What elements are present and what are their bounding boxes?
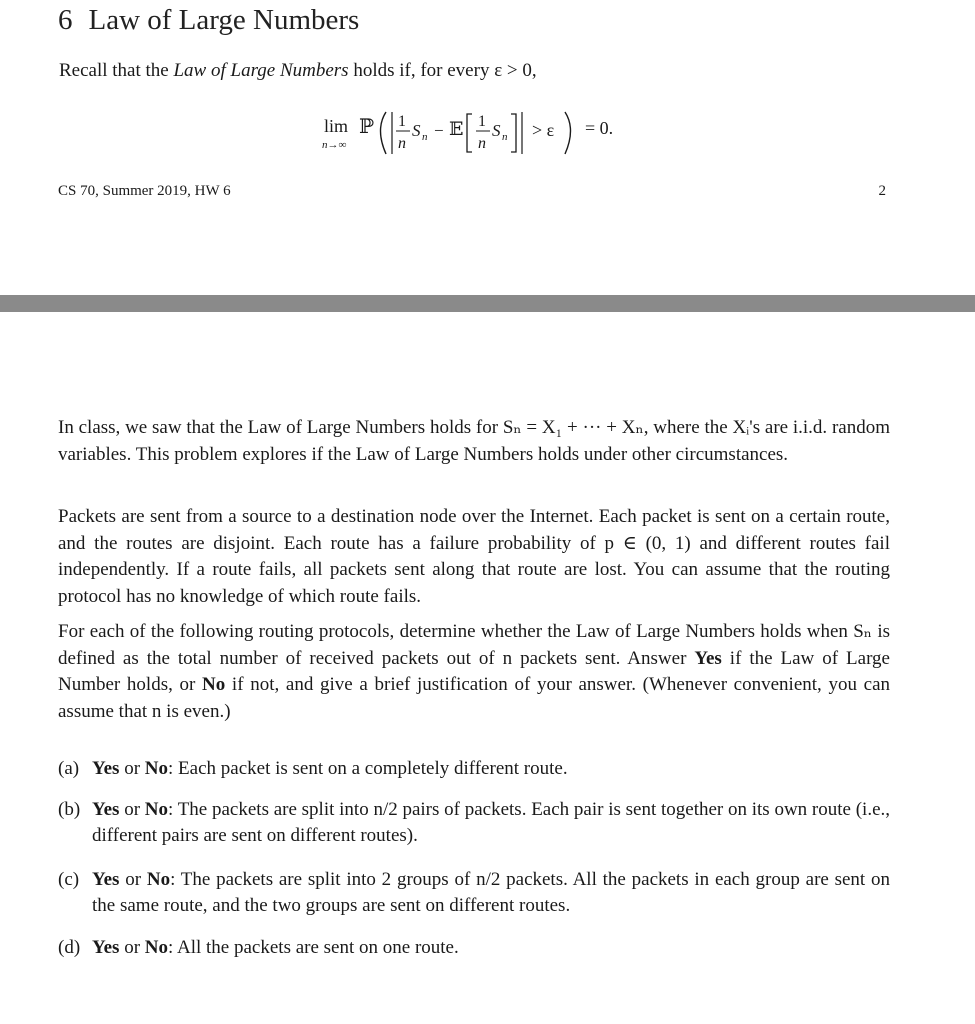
item-text: : All the packets are sent on one route.	[168, 937, 459, 958]
paragraph-packets: Packets are sent from a source to a destination node over the Internet. Each packet is sent on a certain route, and the routes are disjoint. Each route has a failure probability of p ∈ (0, 1) and different routes fail independently. If a route fails, all packets sent along that route are lost. You can assume that the routing protocol has no knowledge of which route fails.	[58, 506, 890, 607]
intro-sentence	[59, 60, 537, 82]
section-title: Law of Large Numbers	[88, 4, 360, 36]
item-text: : The packets are split into 2 groups of n/2 packets. All the packets in each group are sent on the same route, and the two groups are sent on different routes.	[92, 869, 890, 916]
eq-minus: −	[434, 121, 444, 140]
question-item-d	[58, 935, 890, 961]
eq-s1: S	[412, 121, 421, 140]
eq-lim-sub: n→∞	[322, 139, 347, 151]
eq-right-paren	[565, 112, 571, 154]
eq-left-paren	[381, 112, 387, 154]
eq-gt-eps: > ε	[532, 120, 555, 140]
instructions-part-c: if not, and give a brief justification of your answer. (Whenever convenient, you can assume that n is even.)	[58, 674, 890, 722]
item-label: (c)	[58, 869, 80, 890]
instructions-no: No	[202, 674, 226, 695]
item-yes: Yes	[92, 869, 120, 890]
item-or: or	[119, 758, 145, 779]
item-label: (b)	[58, 799, 81, 820]
question-item-a	[58, 756, 890, 782]
item-yes: Yes	[92, 937, 120, 958]
paragraph-intro: In class, we saw that the Law of Large Numbers holds for Sₙ = X₁ + ··· + Xₙ, where the Xᵢ's are i.i.d. random variables. This problem explores if the Law of Large Numbers holds under other circumstances.	[58, 417, 890, 465]
eq-frac2-den: n	[478, 135, 486, 152]
footer-course: CS 70, Summer 2019, HW 6	[58, 183, 231, 199]
item-label: (a)	[58, 758, 80, 779]
intro-pre: Recall that the	[59, 60, 174, 81]
item-or: or	[119, 937, 145, 958]
item-yes: Yes	[92, 758, 120, 779]
section-number: 6	[58, 4, 73, 36]
page-separator	[0, 295, 975, 312]
eq-frac1-den: n	[398, 135, 406, 152]
eq-right-bracket	[511, 114, 516, 152]
item-no: No	[146, 869, 171, 890]
item-no: No	[144, 937, 169, 958]
eq-frac1-num: 1	[398, 113, 406, 130]
paragraph-instructions	[58, 619, 890, 725]
item-label: (d)	[58, 937, 81, 958]
eq-frac2-num: 1	[478, 113, 486, 130]
question-item-c	[58, 867, 890, 919]
item-yes: Yes	[92, 799, 120, 820]
section-heading	[58, 4, 359, 37]
eq-left-bracket	[467, 114, 472, 152]
item-text: : The packets are split into n/2 pairs of packets. Each pair is sent together on its own route (i.e., different pairs are sent on different routes).	[92, 799, 890, 846]
eq-lim: lim	[324, 116, 349, 136]
lln-equation	[322, 98, 642, 160]
footer-page-number: 2	[878, 183, 886, 199]
instructions-part-a: For each of the following routing protocols, determine whether the Law of Large Numbers holds when Sₙ is defined as the total number of received packets out of n packets sent. Answer	[58, 621, 890, 669]
item-or: or	[119, 799, 145, 820]
eq-expect: 𝔼	[449, 119, 464, 140]
intro-emphasis: Law of Large Numbers	[173, 60, 349, 81]
item-or: or	[119, 869, 147, 890]
instructions-part-b: if the Law of Large Number holds, or	[58, 647, 890, 695]
item-no: No	[144, 799, 169, 820]
eq-rhs: = 0.	[585, 118, 614, 138]
question-item-b	[58, 797, 890, 849]
intro-post: holds if, for every ε > 0,	[348, 60, 537, 81]
eq-prob: ℙ	[359, 116, 375, 138]
eq-s1-sub: n	[422, 131, 428, 143]
item-text: : Each packet is sent on a completely different route.	[168, 758, 568, 779]
item-no: No	[144, 758, 169, 779]
eq-s2-sub: n	[502, 131, 508, 143]
eq-s2: S	[492, 121, 501, 140]
instructions-yes: Yes	[694, 647, 722, 669]
